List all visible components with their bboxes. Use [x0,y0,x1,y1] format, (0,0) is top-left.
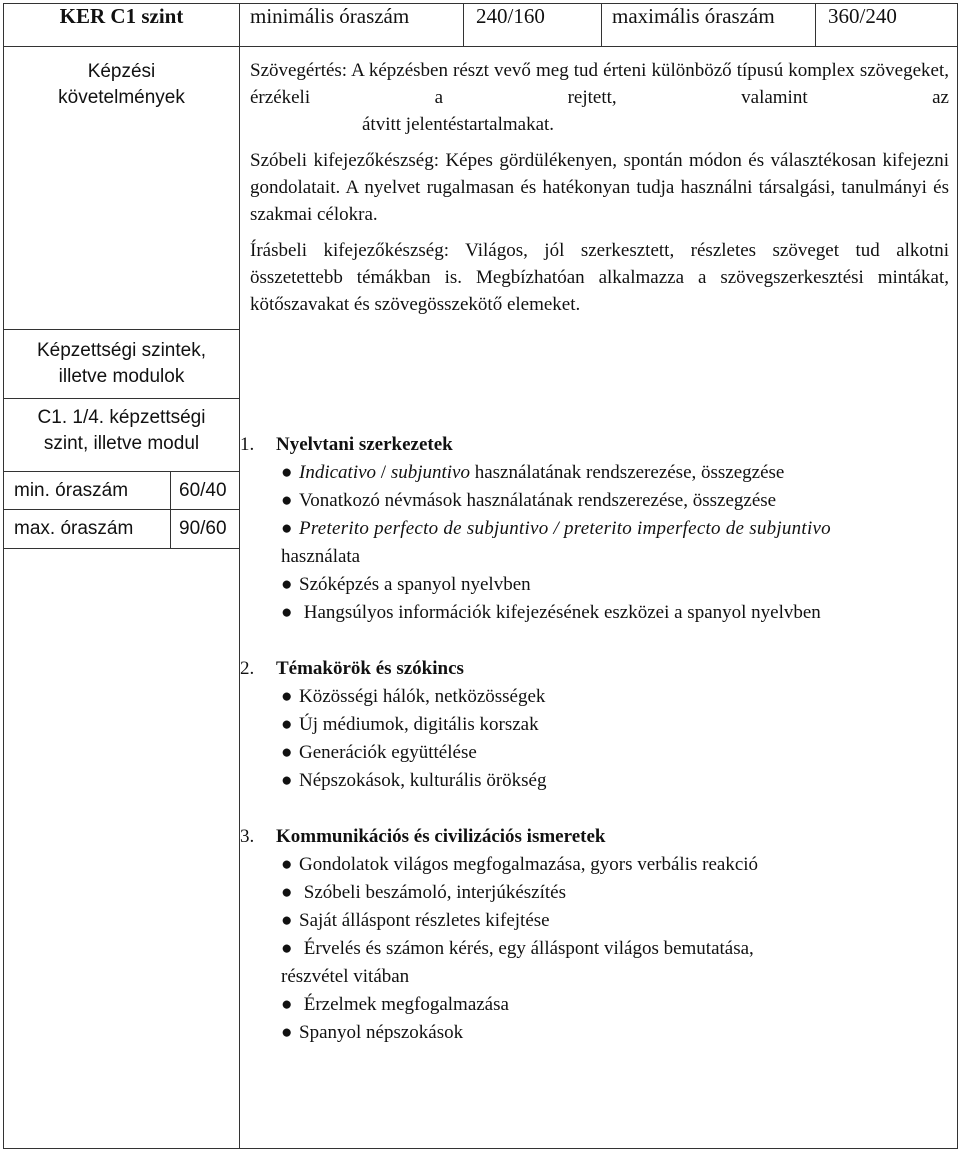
bullet-icon: ● [281,770,293,791]
bullet-icon: ● [281,686,293,707]
bullet-icon: ● [281,462,293,483]
bullet-icon: ● [281,1022,293,1043]
min-hours-value: 240/160 [464,4,602,47]
section-title-text: Nyelvtani szerkezetek [276,434,453,455]
curriculum-table [3,3,957,1147]
list-item [281,1019,949,1047]
list-item [281,599,949,627]
module-label [4,398,239,469]
item-text: Szóbeli beszámoló, interjúkészítés [299,882,566,903]
speaking-requirement: Szóbeli kifejezőkészség: Képes gördülékenyen, spontán módon és választékosan kifejezni gondolatait. A nyelvet rugalmasan és hatékonyan tudja használni társalgási, tanulmányi és szakmai célokra. [250,150,949,225]
levels-label [4,329,239,406]
requirements-label [4,59,239,111]
list-item [281,767,949,795]
module-max-hours-label: max. óraszám [14,518,134,539]
module-min-hours-label: min. óraszám [14,480,129,501]
module-content [240,431,949,1075]
right-column [240,47,958,1149]
item-text-italic: Preterito perfecto de subjuntivo / preterito imperfecto de subjuntivo [299,518,831,539]
requirements-text [250,57,949,327]
item-text: Vonatkozó névmások használatának rendszerezése, összegzése [299,490,777,511]
item-text: Új médiumok, digitális korszak [299,714,539,735]
reading-requirement-line2: átvitt jelentéstartalmakat. [362,114,555,135]
item-text: Szóképzés a spanyol nyelvben [299,574,531,595]
reading-requirement [250,57,949,138]
list-item [281,935,949,963]
bullet-icon: ● [281,490,293,511]
list-item [281,879,949,907]
requirements-label-line2: követelmények [58,87,185,108]
level-title: KER C1 szint [4,4,240,47]
item-text: Érvelés és számon kérés, egy álláspont világos bemutatása, [299,938,754,959]
item-text-italic: subjuntivo [390,462,470,483]
list-item [281,851,949,879]
section-title [240,823,949,851]
module-min-hours-value: 60/40 [170,472,249,510]
section-title [240,655,949,683]
bullet-icon: ● [281,910,293,931]
levels-label-line1: Képzettségi szintek, [37,340,206,361]
item-text: Spanyol népszokások [299,1022,464,1043]
max-hours-value: 360/240 [816,4,958,47]
item-text: Hangsúlyos információk kifejezésének eszközei a spanyol nyelvben [299,602,821,623]
levels-label-line2: illetve modulok [58,366,185,387]
section-number: 3. [240,826,255,847]
section-number: 2. [240,658,255,679]
section-number: 1. [240,434,255,455]
bullet-icon: ● [281,602,293,623]
reading-requirement-line1: Szövegértés: A képzésben részt vevő meg tud érteni különböző típusú komplex szövegeket, érzékeli a rejtett, valamint az [250,60,949,108]
list-item-continuation [281,963,949,991]
section-title-text: Kommunikációs és civilizációs ismeretek [276,826,606,847]
left-column [4,47,240,1149]
item-text: Népszokások, kulturális örökség [299,770,547,791]
item-text-italic: Indicativo [299,462,377,483]
module-max-hours-value: 90/60 [170,510,249,548]
writing-requirement: Írásbeli kifejezőkészség: Világos, jól szerkesztett, részletes szöveget tud alkotni összetettebb témákban is. Megbízhatóan alkalmazza a szövegszerkesztési mintákat, kötőszavakat és szövegösszekötő elemeket. [250,240,949,315]
list-item [281,711,949,739]
module-min-hours-row [4,471,239,510]
bullet-icon: ● [281,714,293,735]
list-item [281,683,949,711]
section-grammar [240,431,949,627]
section-communication [240,823,949,1047]
list-item [281,515,949,571]
item-text: használatának rendszerezése, összegzése [469,462,785,483]
list-item [281,739,949,767]
list-item [281,991,949,1019]
bullet-icon: ● [281,938,293,959]
bullet-icon: ● [281,994,293,1015]
item-text: Érzelmek megfogalmazása [299,994,509,1015]
section-title-text: Témakörök és szókincs [276,658,464,679]
bullet-icon: ● [281,882,293,903]
item-text: részvétel vitában [281,966,410,987]
level-table [3,3,958,1149]
item-text: Gondolatok világos megfogalmazása, gyors verbális reakció [299,854,759,875]
header-row [4,4,958,47]
bullet-icon: ● [281,518,293,539]
min-hours-label: minimális óraszám [240,4,464,47]
list-item [281,459,949,487]
item-text: Saját álláspont részletes kifejtése [299,910,550,931]
list-item [281,487,949,515]
module-label-line1: C1. 1/4. képzettségi [37,407,206,428]
module-max-hours-row [4,509,239,549]
item-text: Közösségi hálók, netközösségek [299,686,546,707]
module-label-line2: szint, illetve modul [43,433,200,454]
section-title [240,431,949,459]
bullet-icon: ● [281,854,293,875]
item-text: használata [281,546,361,567]
item-text: Generációk együttélése [299,742,477,763]
list-item [281,907,949,935]
requirements-label-line1: Képzési [87,61,156,82]
bullet-icon: ● [281,742,293,763]
list-item [281,571,949,599]
bullet-icon: ● [281,574,293,595]
section-topics [240,655,949,795]
max-hours-label: maximális óraszám [602,4,816,47]
item-text-sep: / [376,462,391,483]
